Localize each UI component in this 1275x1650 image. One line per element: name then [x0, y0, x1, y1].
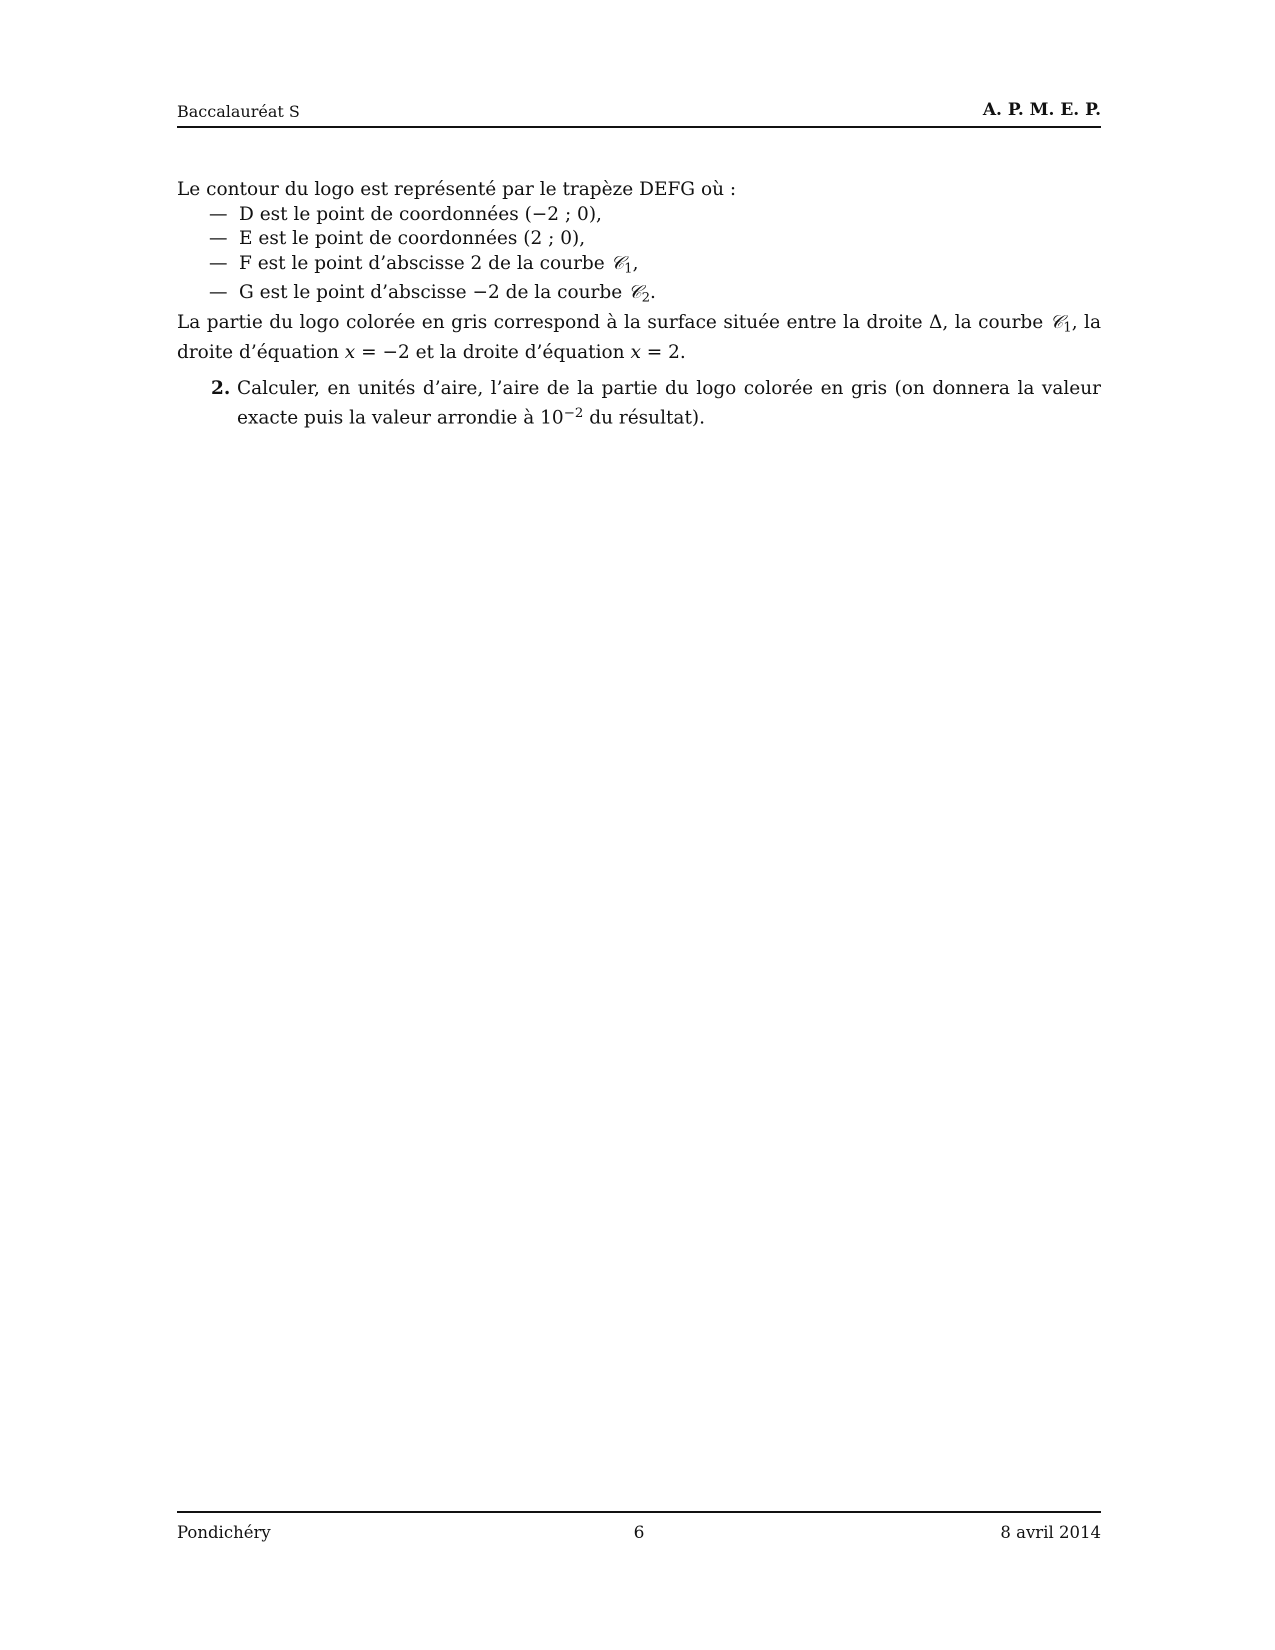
list-item-text: [239, 252, 638, 282]
list-item: [177, 281, 1101, 311]
list-dash: —: [209, 228, 228, 249]
list-item-post: ,: [632, 252, 639, 274]
curve-symbol: 𝒞: [628, 282, 642, 304]
list-item-pre: G est le point d’abscisse −2 de la courbe: [239, 282, 629, 304]
page-number: 6: [633, 1523, 645, 1543]
header-left-title: Baccalauréat S: [177, 102, 300, 121]
paragraph-part: = 2.: [640, 341, 686, 363]
list-dash: —: [209, 282, 228, 304]
list-dash: —: [209, 252, 228, 274]
question-text-end: du résultat).: [583, 407, 705, 429]
page-footer: [177, 1511, 1101, 1543]
footer-date: 8 avril 2014: [1000, 1523, 1101, 1542]
list-dash: —: [209, 203, 228, 225]
point-list: [177, 203, 1101, 312]
page-header: [177, 100, 1101, 128]
question-text: Calculer, en unités d’aire, l’aire de la partie du logo colorée en gris (on donnera la valeur exacte puis la valeur arrondie à 10: [237, 378, 1101, 429]
curve-symbol: 𝒞: [1049, 312, 1064, 334]
exponent: −2: [563, 405, 584, 421]
list-item-pre: F est le point d’abscisse 2 de la courbe: [239, 252, 611, 274]
variable-x: x: [630, 341, 641, 363]
list-item: [177, 227, 1101, 252]
question-number: 2.: [211, 378, 231, 400]
question-2: [177, 377, 1101, 431]
list-item-text: D est le point de coordonnées (−2 ; 0),: [239, 203, 602, 225]
paragraph-part: La partie du logo colorée en gris correspond à la surface située entre la droite Δ, la courbe: [177, 312, 1050, 334]
paragraph-part: , la droite d’équation: [177, 312, 1101, 363]
variable-x: x: [344, 341, 356, 363]
header-right-title: A. P. M. E. P.: [982, 100, 1101, 120]
list-item-text: [239, 281, 656, 311]
curve-index: 2: [641, 290, 651, 306]
footer-left: Pondichéry: [177, 1523, 271, 1542]
page-content: [177, 178, 1101, 431]
list-item: [177, 252, 1101, 282]
curve-index: 1: [624, 260, 633, 276]
list-item-text: E est le point de coordonnées (2 ; 0),: [239, 228, 586, 249]
paragraph-part: = −2 et la droite d’équation: [355, 341, 631, 363]
curve-symbol: 𝒞: [610, 252, 625, 274]
list-item: [177, 203, 1101, 228]
intro-text: Le contour du logo est représenté par le trapèze DEFG où :: [177, 179, 737, 200]
list-item-post: .: [650, 282, 656, 304]
description-paragraph: [177, 311, 1101, 365]
curve-index: 1: [1063, 320, 1072, 336]
